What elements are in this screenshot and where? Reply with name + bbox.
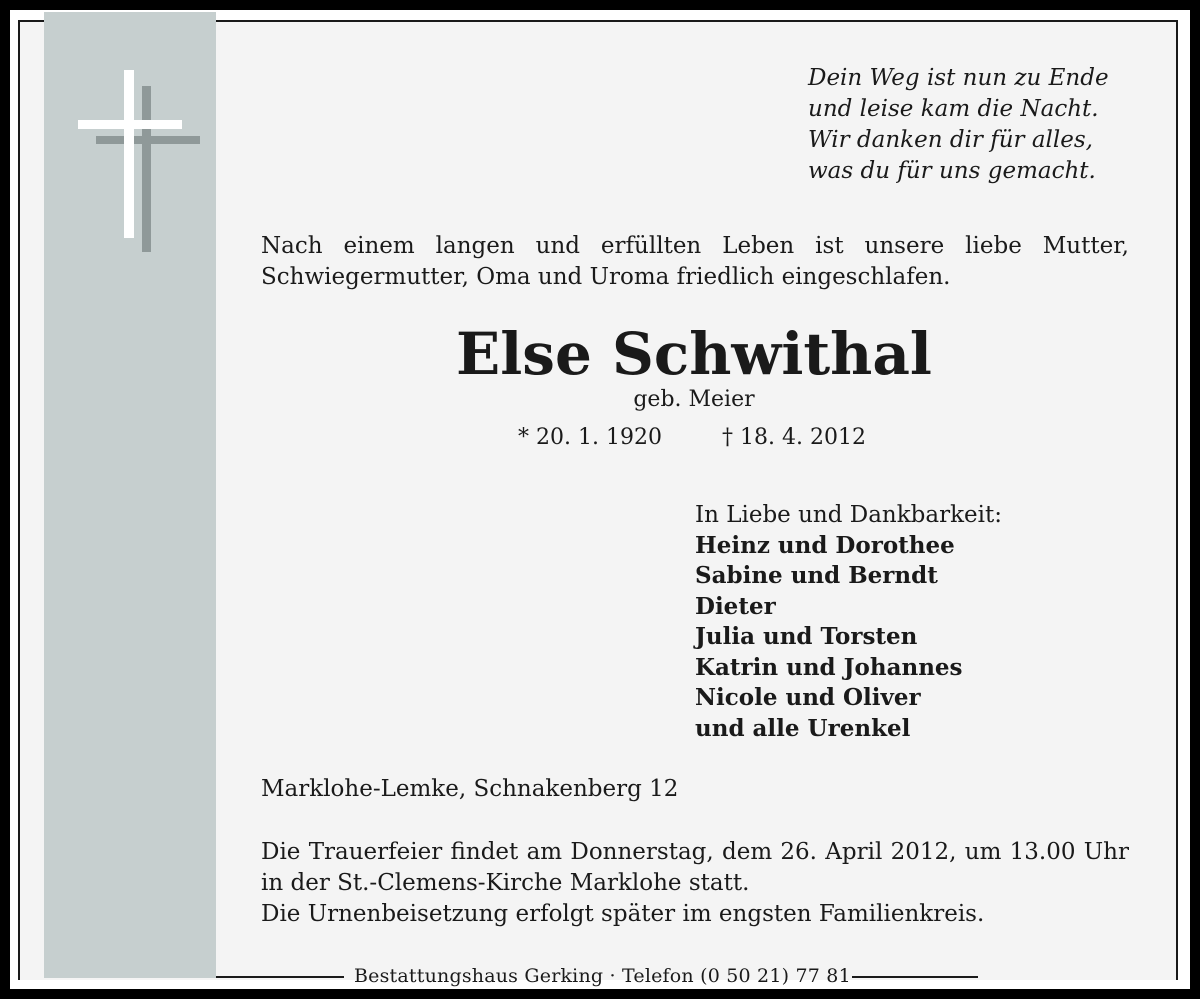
death-date: † 18. 4. 2012	[722, 425, 866, 450]
service-info	[261, 837, 1129, 930]
poem	[808, 63, 1178, 187]
footer	[0, 964, 1200, 988]
address: Marklohe-Lemke, Schnakenberg 12	[261, 776, 679, 802]
mourner-name: Katrin und Johannes	[695, 653, 963, 681]
mourners-list	[695, 500, 1002, 744]
mourners-heading: In Liebe und Dankbarkeit:	[695, 502, 1002, 528]
mourner-name: Julia und Torsten	[695, 623, 918, 650]
poem-line: Wir danken dir für alles,	[808, 127, 1093, 153]
funeral-home-info: Bestattungshaus Gerking · Telefon (0 50 21) 77 81	[354, 965, 851, 987]
intro-text: Nach einem langen und erfüllten Leben ist unsere liebe Mutter, Schwiegermutter, Oma und Uroma friedlich eingeschlafen.	[261, 233, 1129, 290]
cross-shadow-vertical	[142, 86, 151, 252]
maiden-name: geb. Meier	[633, 387, 755, 412]
mourner-name: Heinz und Dorothee	[695, 531, 955, 559]
funeral-service-text: Die Trauerfeier findet am Donnerstag, dem 26. April 2012, um 13.00 Uhr in der St.-Clemens-Kirche Marklohe statt.	[261, 839, 1129, 896]
mourner-name: Sabine und Berndt	[695, 562, 938, 589]
mourner-name: und alle Urenkel	[695, 714, 911, 742]
footer-rule-right	[852, 976, 978, 978]
cross-front-horizontal	[78, 120, 182, 129]
poem-line: Dein Weg ist nun zu Ende	[808, 65, 1109, 91]
deceased-name: Else Schwithal	[456, 320, 932, 388]
urn-burial-text: Die Urnenbeisetzung erfolgt später im engsten Familienkreis.	[261, 901, 985, 927]
cross-front-vertical	[124, 70, 134, 238]
poem-line: und leise kam die Nacht.	[808, 96, 1099, 122]
cross-shadow-horizontal	[96, 136, 200, 144]
mourner-name: Nicole und Oliver	[695, 684, 921, 711]
cross-icon	[74, 66, 204, 256]
birth-date: * 20. 1. 1920	[518, 425, 662, 450]
poem-line: was du für uns gemacht.	[808, 158, 1096, 184]
mourner-name: Dieter	[695, 592, 776, 620]
footer-rule-left	[216, 976, 344, 978]
